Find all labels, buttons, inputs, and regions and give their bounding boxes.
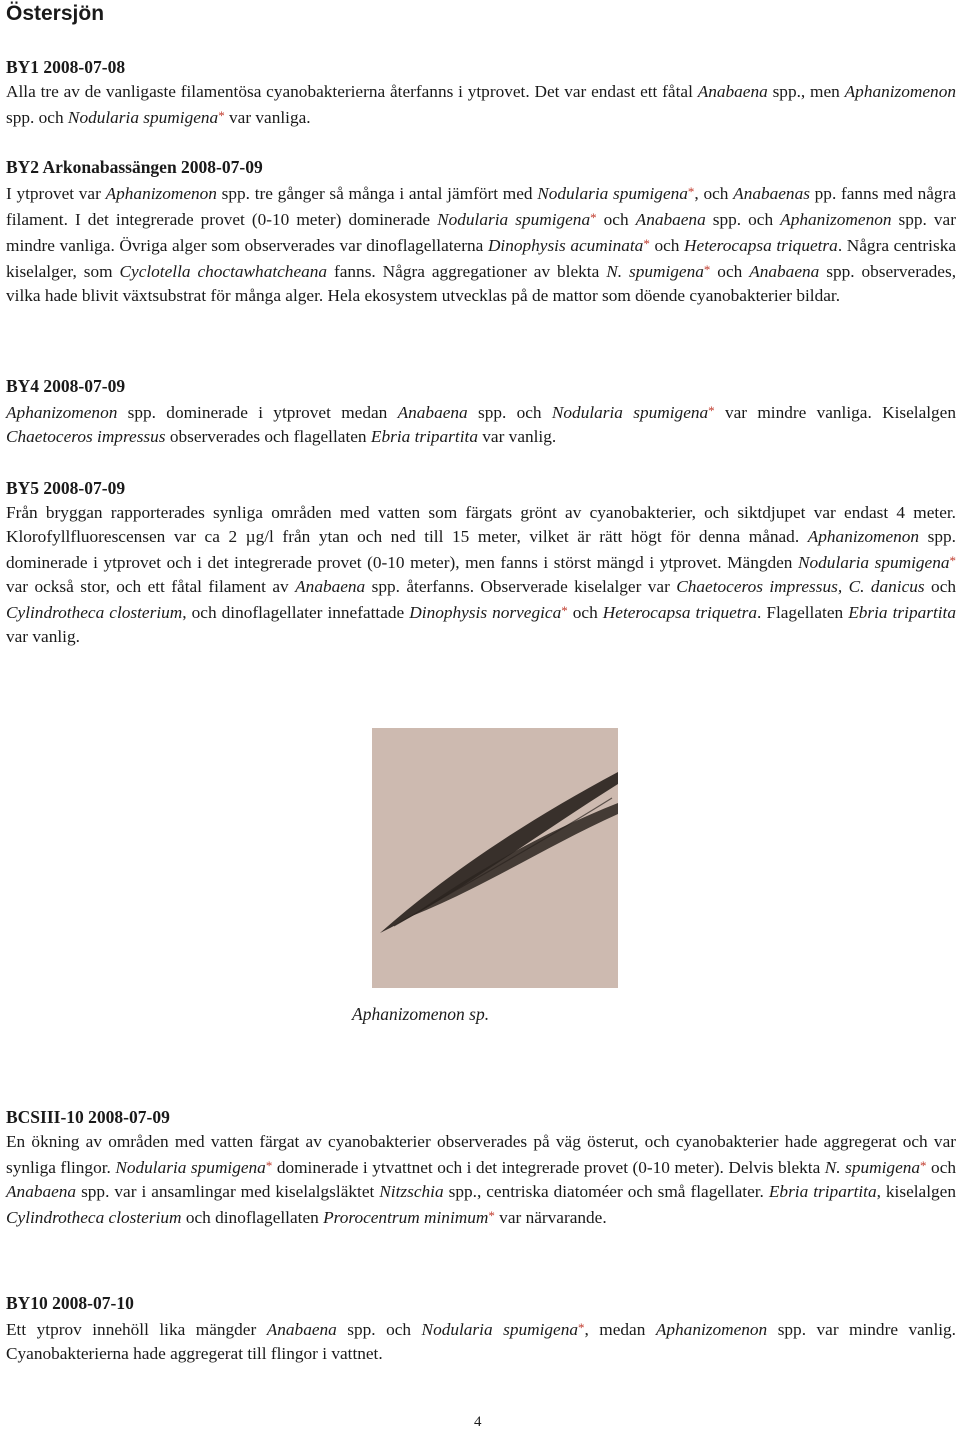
species-name: Dinophysis acuminata: [487, 236, 644, 255]
section-heading: BY10 2008-07-10: [6, 1293, 134, 1313]
asterisk-marker: *: [577, 1320, 585, 1335]
section-body: [6, 180, 956, 308]
species-name: Anabaena: [295, 577, 366, 596]
text-run: och dinoflagellaten: [181, 1208, 324, 1227]
section-body: [6, 1316, 956, 1366]
text-run: , och: [694, 184, 734, 203]
microscope-photo: [372, 728, 618, 988]
asterisk-marker: *: [590, 210, 597, 225]
species-name: Nitzschia: [379, 1182, 444, 1201]
text-run: och: [567, 603, 603, 622]
species-name: Cylindrotheca closterium: [6, 1208, 182, 1227]
species-name: Aphanizomenon: [844, 82, 956, 101]
asterisk-marker: *: [561, 603, 568, 618]
species-name: Nodularia spumigena: [551, 403, 709, 422]
text-run: var närvarande.: [494, 1208, 607, 1227]
text-run: Från bryggan rapporterades synliga områden med vatten som färgats grönt av cyanobakterier, och siktdjupet var endast 4 meter. Klorofyllfluorescensen var ca 2 µg/l från ytan och ned till 15 meter, vilket är rätt högt för denna månad.: [6, 503, 956, 546]
text-run: dominerade i ytvattnet och i det integrerade provet (0-10 meter). Delvis blekta: [272, 1158, 825, 1177]
asterisk-marker: *: [949, 553, 956, 568]
species-name: Anabaena: [635, 210, 706, 229]
text-run: En ökning av områden med vatten färgat av cyanobakterier observerades på väg österut, och cyanobakterier hade aggregerat och var synliga flingor.: [6, 1132, 956, 1177]
text-run: spp. dominerade i ytprovet medan: [117, 403, 398, 422]
species-name: Chaetoceros impressus: [6, 427, 166, 446]
species-name: Anabaena: [397, 403, 468, 422]
text-run: spp. observerades, vilka hade blivit växtsubstrat för många alger. Hela ekosystem utvecklas på de mattor som döende cyanobakterier bildar.: [6, 262, 957, 305]
asterisk-marker: *: [643, 236, 650, 251]
text-run: , medan: [584, 1320, 656, 1339]
text-run: spp. och: [467, 403, 552, 422]
section-heading: BY4 2008-07-09: [6, 376, 126, 396]
species-name: Anabaena: [266, 1320, 337, 1339]
text-run: spp. och: [705, 210, 781, 229]
species-name: Cylindrotheca closterium: [6, 603, 183, 622]
text-run: spp. var mindre vanlig. Cyanobakterierna hade aggregerat till flingor i vattnet.: [6, 1320, 957, 1363]
species-name: Dinophysis norvegica: [409, 603, 562, 622]
text-run: . Några centriska kiselalger, som: [6, 236, 957, 281]
species-name: Aphanizomenon: [780, 210, 892, 229]
text-run: var vanliga.: [224, 108, 311, 127]
page-number: 4: [474, 1414, 482, 1430]
species-name: Chaetoceros impressus, C. danicus: [676, 577, 925, 596]
asterisk-marker: *: [920, 1158, 927, 1173]
text-run: var vanlig.: [6, 627, 80, 646]
section-by5: [6, 478, 956, 649]
asterisk-marker: *: [708, 403, 715, 418]
text-run: fanns. Några aggregationer av blekta: [327, 262, 607, 281]
species-name: Anabaena: [697, 82, 768, 101]
text-run: och: [649, 236, 685, 255]
species-name: N. spumigena: [606, 262, 704, 281]
species-name: Nodularia spumigena: [537, 184, 688, 203]
species-name: Aphanizomenon: [6, 403, 118, 422]
text-run: spp., centriska diatoméer och små flagellater.: [443, 1182, 769, 1201]
text-run: I ytprovet var: [6, 184, 106, 203]
text-run: , och dinoflagellater innefattade: [182, 603, 410, 622]
text-run: . Flagellaten: [756, 603, 849, 622]
asterisk-marker: *: [488, 1208, 495, 1223]
section-body: [6, 80, 956, 130]
text-run: var mindre vanliga. Kiselalgen: [714, 403, 956, 422]
section-heading: BY2 Arkonabassängen 2008-07-09: [6, 157, 263, 177]
text-run: spp. var i ansamlingar med kiselalgsläktet: [76, 1182, 380, 1201]
text-run: spp. dominerade i ytprovet och i det integrerade provet (0-10 meter), men fanns i störst mängd i ytprovet. Mängden: [6, 527, 956, 572]
species-name: Prorocentrum minimum: [323, 1208, 489, 1227]
text-run: spp. var mindre vanliga. Övriga alger som observerades var dinoflagellaterna: [6, 210, 956, 255]
text-run: var också stor, och ett fåtal filament av: [6, 577, 296, 596]
species-name: Anabaena: [6, 1182, 77, 1201]
page-title: Östersjön: [6, 2, 105, 25]
section-heading: BY1 2008-07-08: [6, 57, 126, 77]
species-name: Ebria tripartita: [848, 603, 956, 622]
species-name: Nodularia spumigena: [421, 1320, 578, 1339]
species-name: Aphanizomenon: [655, 1320, 768, 1339]
section-bcsiii-10: [6, 1107, 956, 1230]
text-run: och: [924, 577, 957, 596]
asterisk-marker: *: [703, 262, 711, 277]
species-name: Ebria tripartita: [370, 427, 478, 446]
text-run: Ett ytprov innehöll lika mängder: [6, 1320, 267, 1339]
figure-caption: Aphanizomenon sp.: [352, 1004, 490, 1024]
text-run: Alla tre av de vanligaste filamentösa cyanobakterierna återfanns i ytprovet. Det var endast ett fåtal: [6, 82, 698, 101]
species-name: Cyclotella choctawhatcheana: [119, 262, 328, 281]
text-run: och: [926, 1158, 956, 1177]
asterisk-marker: *: [218, 108, 225, 123]
section-body: [6, 1130, 956, 1230]
section-body: [6, 399, 956, 449]
species-name: Heterocapsa triquetra: [684, 236, 838, 255]
section-by1: [6, 57, 956, 130]
species-name: Aphanizomenon: [807, 527, 920, 546]
species-name: N. spumigena: [824, 1158, 921, 1177]
section-by2: [6, 157, 956, 308]
text-run: och: [710, 262, 750, 281]
text-run: spp. och: [336, 1320, 422, 1339]
section-body: [6, 501, 956, 649]
species-name: Anabaena: [749, 262, 820, 281]
text-run: spp. återfanns. Observerade kiselalger var: [365, 577, 677, 596]
text-run: pp. fanns med några filament. I det integrerade provet (0-10 meter) dominerade: [6, 184, 956, 229]
species-name: Ebria tripartita: [768, 1182, 877, 1201]
section-by10: [6, 1293, 956, 1366]
species-name: Nodularia spumigena: [437, 210, 591, 229]
species-name: Nodularia spumigena: [115, 1158, 266, 1177]
text-run: observerades och flagellaten: [165, 427, 371, 446]
text-run: spp. tre gånger så många i antal jämfört med: [216, 184, 538, 203]
section-heading: BY5 2008-07-09: [6, 478, 126, 498]
species-name: Anabaenas: [733, 184, 810, 203]
species-name: Nodularia spumigena: [798, 553, 950, 572]
text-run: spp., men: [767, 82, 845, 101]
text-run: var vanlig.: [477, 427, 557, 446]
species-name: Nodularia spumigena: [67, 108, 219, 127]
asterisk-marker: *: [687, 184, 695, 199]
asterisk-marker: *: [265, 1158, 273, 1173]
text-run: spp. och: [6, 108, 68, 127]
section-heading: BCSIII-10 2008-07-09: [6, 1107, 170, 1127]
species-name: Heterocapsa triquetra: [602, 603, 757, 622]
species-name: Aphanizomenon: [105, 184, 217, 203]
section-by4: [6, 376, 956, 449]
text-run: och: [596, 210, 636, 229]
text-run: , kiselalgen: [876, 1182, 956, 1201]
